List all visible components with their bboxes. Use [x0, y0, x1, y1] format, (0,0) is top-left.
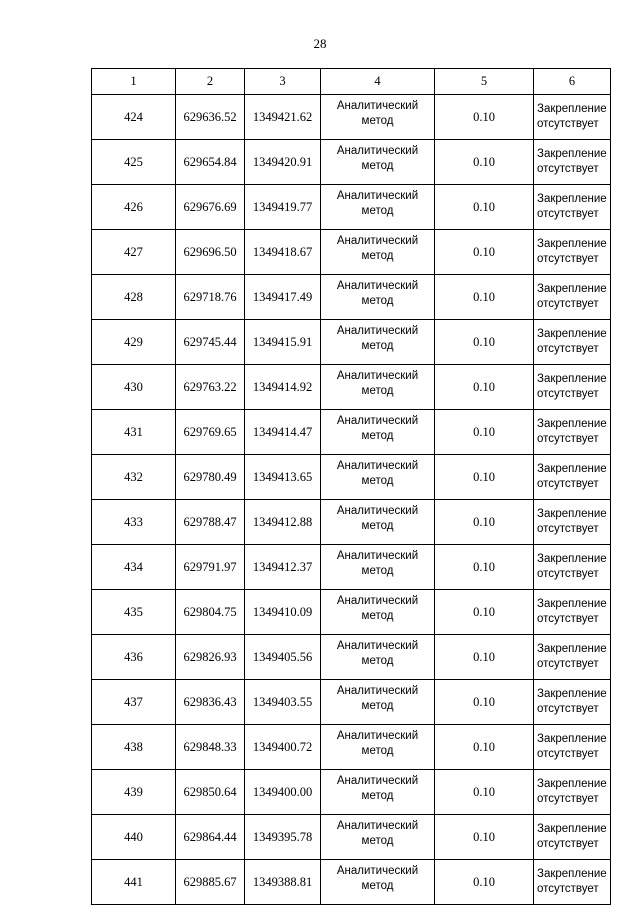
point-number-cell: 424 [92, 95, 176, 140]
method-line-2: метод [361, 160, 394, 172]
method-line-2: метод [361, 565, 394, 577]
point-number-cell: 430 [92, 365, 176, 410]
fixing-line-2: отсутствует [537, 298, 599, 310]
y-coordinate-cell: 1349417.49 [245, 275, 321, 320]
y-coordinate-cell: 1349388.81 [245, 860, 321, 905]
fixing-line-1: Закрепление [537, 868, 607, 880]
method-line-2: метод [361, 745, 394, 757]
fixing-line-2: отсутствует [537, 253, 599, 265]
method-line-1: Аналитический [336, 235, 419, 247]
x-coordinate-cell: 629791.97 [176, 545, 245, 590]
accuracy-cell: 0.10 [435, 545, 534, 590]
method-line-1: Аналитический [336, 460, 419, 472]
fixing-line-2: отсутствует [537, 388, 599, 400]
method-line-2: метод [361, 430, 394, 442]
method-cell [321, 95, 435, 140]
point-number-cell: 426 [92, 185, 176, 230]
method-line-1: Аналитический [336, 415, 419, 427]
method-cell [321, 185, 435, 230]
method-cell [321, 725, 435, 770]
column-header-4: 4 [321, 69, 435, 95]
fixing-line-2: отсутствует [537, 163, 599, 175]
fixing-cell [534, 410, 611, 455]
y-coordinate-cell: 1349421.62 [245, 95, 321, 140]
method-cell [321, 590, 435, 635]
accuracy-cell: 0.10 [435, 410, 534, 455]
fixing-cell [534, 635, 611, 680]
method-line-2: метод [361, 700, 394, 712]
x-coordinate-cell: 629763.22 [176, 365, 245, 410]
fixing-cell [534, 590, 611, 635]
x-coordinate-cell: 629826.93 [176, 635, 245, 680]
fixing-cell [534, 500, 611, 545]
point-number-cell: 441 [92, 860, 176, 905]
fixing-line-2: отсутствует [537, 433, 599, 445]
method-line-2: метод [361, 295, 394, 307]
point-number-cell: 439 [92, 770, 176, 815]
page-number: 28 [313, 36, 327, 51]
fixing-line-1: Закрепление [537, 688, 607, 700]
x-coordinate-cell: 629769.65 [176, 410, 245, 455]
y-coordinate-cell: 1349412.88 [245, 500, 321, 545]
point-number-cell: 435 [92, 590, 176, 635]
method-line-1: Аналитический [336, 865, 419, 877]
fixing-line-1: Закрепление [537, 283, 607, 295]
accuracy-cell: 0.10 [435, 770, 534, 815]
table-row [92, 95, 611, 140]
x-coordinate-cell: 629804.75 [176, 590, 245, 635]
method-line-1: Аналитический [336, 100, 419, 112]
fixing-line-2: отсутствует [537, 793, 599, 805]
x-coordinate-cell: 629636.52 [176, 95, 245, 140]
fixing-cell [534, 140, 611, 185]
method-cell [321, 140, 435, 185]
method-line-2: метод [361, 520, 394, 532]
x-coordinate-cell: 629780.49 [176, 455, 245, 500]
accuracy-cell: 0.10 [435, 275, 534, 320]
fixing-cell [534, 320, 611, 365]
method-cell [321, 860, 435, 905]
table-row [92, 725, 611, 770]
method-line-1: Аналитический [336, 775, 419, 787]
method-line-1: Аналитический [336, 595, 419, 607]
method-cell [321, 635, 435, 680]
y-coordinate-cell: 1349415.91 [245, 320, 321, 365]
method-line-1: Аналитический [336, 730, 419, 742]
method-cell [321, 545, 435, 590]
fixing-line-1: Закрепление [537, 103, 607, 115]
fixing-line-2: отсутствует [537, 568, 599, 580]
y-coordinate-cell: 1349405.56 [245, 635, 321, 680]
fixing-line-1: Закрепление [537, 193, 607, 205]
fixing-cell [534, 365, 611, 410]
fixing-line-1: Закрепление [537, 553, 607, 565]
point-number-cell: 437 [92, 680, 176, 725]
fixing-line-1: Закрепление [537, 238, 607, 250]
method-cell [321, 770, 435, 815]
y-coordinate-cell: 1349403.55 [245, 680, 321, 725]
accuracy-cell: 0.10 [435, 500, 534, 545]
fixing-line-1: Закрепление [537, 418, 607, 430]
point-number-cell: 431 [92, 410, 176, 455]
fixing-line-2: отсутствует [537, 658, 599, 670]
accuracy-cell: 0.10 [435, 365, 534, 410]
y-coordinate-cell: 1349400.00 [245, 770, 321, 815]
method-cell [321, 275, 435, 320]
method-line-2: метод [361, 385, 394, 397]
point-number-cell: 438 [92, 725, 176, 770]
table-row [92, 320, 611, 365]
method-line-1: Аналитический [336, 505, 419, 517]
table-row [92, 590, 611, 635]
method-line-2: метод [361, 880, 394, 892]
point-number-cell: 434 [92, 545, 176, 590]
accuracy-cell: 0.10 [435, 635, 534, 680]
fixing-cell [534, 860, 611, 905]
method-cell [321, 455, 435, 500]
y-coordinate-cell: 1349414.47 [245, 410, 321, 455]
method-line-2: метод [361, 655, 394, 667]
point-number-cell: 433 [92, 500, 176, 545]
fixing-line-1: Закрепление [537, 328, 607, 340]
x-coordinate-cell: 629788.47 [176, 500, 245, 545]
table-row [92, 500, 611, 545]
table-row [92, 635, 611, 680]
fixing-line-1: Закрепление [537, 598, 607, 610]
column-header-1: 1 [92, 69, 176, 95]
table-row [92, 455, 611, 500]
table-row [92, 140, 611, 185]
accuracy-cell: 0.10 [435, 725, 534, 770]
accuracy-cell: 0.10 [435, 320, 534, 365]
accuracy-cell: 0.10 [435, 815, 534, 860]
table-row [92, 185, 611, 230]
y-coordinate-cell: 1349410.09 [245, 590, 321, 635]
x-coordinate-cell: 629696.50 [176, 230, 245, 275]
accuracy-cell: 0.10 [435, 680, 534, 725]
method-line-2: метод [361, 475, 394, 487]
method-line-1: Аналитический [336, 640, 419, 652]
method-line-2: метод [361, 115, 394, 127]
fixing-line-1: Закрепление [537, 148, 607, 160]
point-number-cell: 440 [92, 815, 176, 860]
x-coordinate-cell: 629676.69 [176, 185, 245, 230]
fixing-line-2: отсутствует [537, 343, 599, 355]
method-cell [321, 320, 435, 365]
table-header-row [92, 69, 611, 95]
fixing-line-1: Закрепление [537, 778, 607, 790]
y-coordinate-cell: 1349413.65 [245, 455, 321, 500]
fixing-line-2: отсутствует [537, 208, 599, 220]
column-header-3: 3 [245, 69, 321, 95]
fixing-cell [534, 815, 611, 860]
accuracy-cell: 0.10 [435, 455, 534, 500]
method-cell [321, 680, 435, 725]
method-cell [321, 815, 435, 860]
y-coordinate-cell: 1349414.92 [245, 365, 321, 410]
method-cell [321, 230, 435, 275]
method-line-2: метод [361, 340, 394, 352]
method-line-2: метод [361, 205, 394, 217]
point-number-cell: 436 [92, 635, 176, 680]
fixing-cell [534, 545, 611, 590]
x-coordinate-cell: 629864.44 [176, 815, 245, 860]
y-coordinate-cell: 1349395.78 [245, 815, 321, 860]
fixing-cell [534, 275, 611, 320]
table-row [92, 770, 611, 815]
column-header-2: 2 [176, 69, 245, 95]
y-coordinate-cell: 1349400.72 [245, 725, 321, 770]
fixing-cell [534, 230, 611, 275]
point-number-cell: 432 [92, 455, 176, 500]
x-coordinate-cell: 629836.43 [176, 680, 245, 725]
x-coordinate-cell: 629885.67 [176, 860, 245, 905]
fixing-cell [534, 680, 611, 725]
fixing-line-2: отсутствует [537, 613, 599, 625]
table-row [92, 275, 611, 320]
fixing-line-1: Закрепление [537, 463, 607, 475]
method-line-1: Аналитический [336, 820, 419, 832]
fixing-line-1: Закрепление [537, 643, 607, 655]
table-row [92, 815, 611, 860]
method-cell [321, 500, 435, 545]
point-number-cell: 428 [92, 275, 176, 320]
y-coordinate-cell: 1349418.67 [245, 230, 321, 275]
method-line-2: метод [361, 250, 394, 262]
table-row [92, 230, 611, 275]
method-line-1: Аналитический [336, 280, 419, 292]
accuracy-cell: 0.10 [435, 185, 534, 230]
method-line-1: Аналитический [336, 370, 419, 382]
point-number-cell: 425 [92, 140, 176, 185]
method-line-1: Аналитический [336, 550, 419, 562]
method-line-1: Аналитический [336, 685, 419, 697]
fixing-cell [534, 770, 611, 815]
point-number-cell: 427 [92, 230, 176, 275]
table-row [92, 860, 611, 905]
table-row [92, 545, 611, 590]
method-line-1: Аналитический [336, 325, 419, 337]
coordinates-table [91, 68, 611, 905]
y-coordinate-cell: 1349420.91 [245, 140, 321, 185]
x-coordinate-cell: 629850.64 [176, 770, 245, 815]
fixing-line-1: Закрепление [537, 373, 607, 385]
table-row [92, 680, 611, 725]
column-header-5: 5 [435, 69, 534, 95]
column-header-6: 6 [534, 69, 611, 95]
table-body [92, 69, 611, 905]
table-row [92, 365, 611, 410]
fixing-line-1: Закрепление [537, 823, 607, 835]
method-line-2: метод [361, 610, 394, 622]
accuracy-cell: 0.10 [435, 230, 534, 275]
fixing-cell [534, 725, 611, 770]
x-coordinate-cell: 629745.44 [176, 320, 245, 365]
fixing-line-2: отсутствует [537, 748, 599, 760]
fixing-line-2: отсутствует [537, 523, 599, 535]
fixing-line-1: Закрепление [537, 733, 607, 745]
x-coordinate-cell: 629654.84 [176, 140, 245, 185]
fixing-line-2: отсутствует [537, 838, 599, 850]
y-coordinate-cell: 1349419.77 [245, 185, 321, 230]
fixing-line-2: отсутствует [537, 478, 599, 490]
fixing-cell [534, 95, 611, 140]
fixing-line-2: отсутствует [537, 118, 599, 130]
fixing-line-1: Закрепление [537, 508, 607, 520]
accuracy-cell: 0.10 [435, 140, 534, 185]
accuracy-cell: 0.10 [435, 590, 534, 635]
table-row [92, 410, 611, 455]
method-line-1: Аналитический [336, 145, 419, 157]
method-line-1: Аналитический [336, 190, 419, 202]
method-cell [321, 410, 435, 455]
accuracy-cell: 0.10 [435, 95, 534, 140]
method-line-2: метод [361, 835, 394, 847]
fixing-line-2: отсутствует [537, 883, 599, 895]
fixing-cell [534, 185, 611, 230]
method-line-2: метод [361, 790, 394, 802]
accuracy-cell: 0.10 [435, 860, 534, 905]
y-coordinate-cell: 1349412.37 [245, 545, 321, 590]
method-cell [321, 365, 435, 410]
x-coordinate-cell: 629848.33 [176, 725, 245, 770]
fixing-cell [534, 455, 611, 500]
fixing-line-2: отсутствует [537, 703, 599, 715]
x-coordinate-cell: 629718.76 [176, 275, 245, 320]
point-number-cell: 429 [92, 320, 176, 365]
